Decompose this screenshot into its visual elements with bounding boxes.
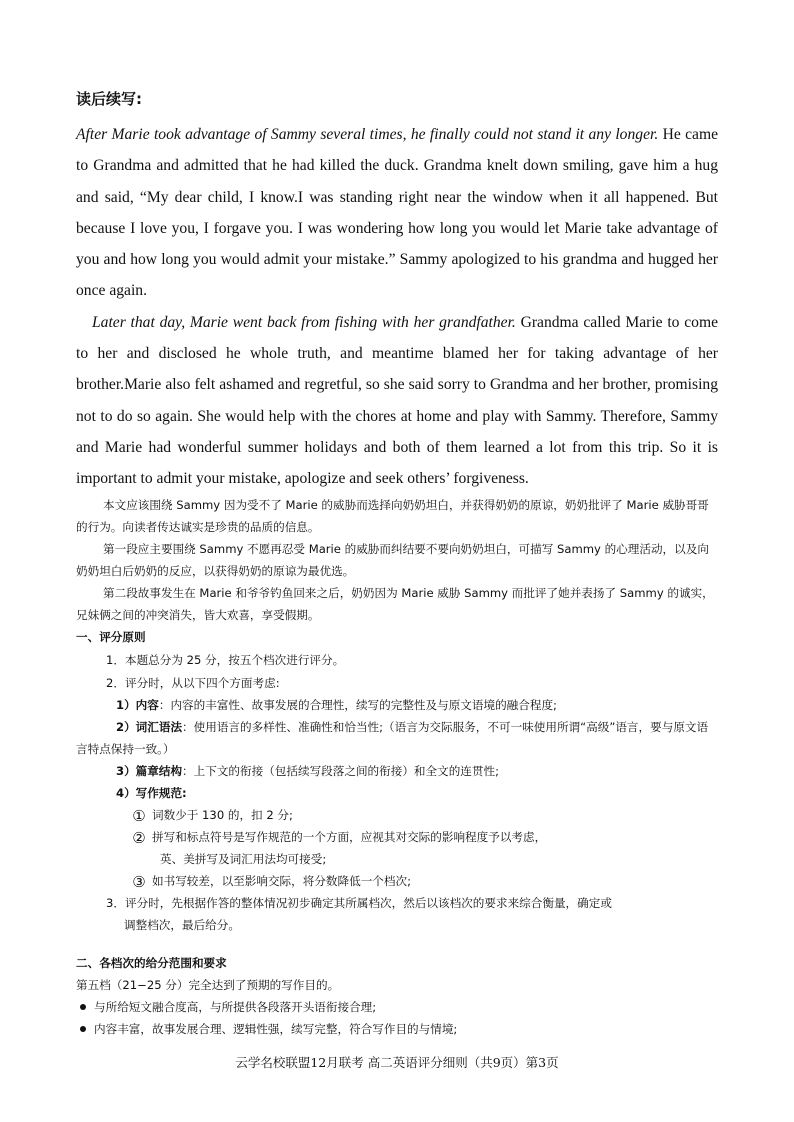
essay-p1-opening: After Marie took advantage of Sammy several times, he finally could not stand it any longer. bbox=[76, 126, 659, 143]
criterion-structure-text: ：上下文的衔接（包括续写段落之间的衔接）和全文的连贯性; bbox=[182, 764, 499, 778]
level-5-bullet-2 bbox=[76, 1018, 457, 1040]
norm-2-cont: 英、美拼写及词汇用法均可接受; bbox=[160, 852, 327, 866]
rule-item-3-cont: 调整档次，最后给分。 bbox=[124, 918, 240, 932]
criterion-norms bbox=[116, 782, 187, 804]
rule-item-2: 2．评分时，从以下四个方面考虑: bbox=[106, 676, 280, 690]
criterion-norms-colon: : bbox=[182, 786, 187, 800]
criterion-norms-label: 4）写作规范 bbox=[116, 786, 183, 800]
page-footer: 云学名校联盟12月联考 高二英语评分细则（共9页）第3页 bbox=[235, 1055, 559, 1070]
note-2: 第一段应主要围绕 Sammy 不愿再忍受 Marie 的威胁而纠结要不要向奶奶坦白，可描写 Sammy 的心理活动，以及向奶奶坦白后奶奶的反应，以获得奶奶的原谅为最优选。 bbox=[76, 542, 709, 578]
section2-heading: 二、各档次的给分范围和要求 bbox=[76, 956, 227, 970]
criterion-vocab-text: ：使用语言的多样性、准确性和恰当性;（语言为交际服务，不可一味使用所谓“高级”语言，要与原文语言特点保持一致。） bbox=[76, 720, 709, 756]
rule-item-1: 1．本题总分为 25 分，按五个档次进行评分。 bbox=[106, 653, 345, 667]
level-5-bullet-1 bbox=[76, 996, 376, 1018]
criterion-vocab bbox=[76, 716, 718, 760]
essay-p2-body: Grandma called Marie to come to her and disclosed he whole truth, and meantime blamed her for taking advantage of her brother.Marie also felt ashamed and regretful, so she said sorry to Grandma and her brother, promising not to do so again. She would help with the chores at home and play with Sammy. Therefore, Sammy and Marie had wonderful summer holidays and both of them learned a lot from this trip. So it is important to admit your mistake, apologize and seek others’ forgiveness. bbox=[76, 313, 718, 488]
essay-paragraph-1 bbox=[76, 119, 718, 307]
norm-3 bbox=[132, 870, 411, 892]
rule-item-3: 3．评分时，先根据作答的整体情况初步确定其所属档次，然后以该档次的要求来综合衡量，确定或 bbox=[106, 896, 612, 910]
criterion-structure-label: 3）篇章结构 bbox=[116, 764, 183, 778]
circled-number-3: ③ bbox=[132, 872, 146, 891]
note-1: 本文应该围绕 Sammy 因为受不了 Marie 的威胁而选择向奶奶坦白，并获得奶奶的原谅，奶奶批评了 Marie 威胁哥哥的行为。向读者传达诚实是珍贵的品质的信息。 bbox=[76, 498, 709, 534]
section-title: 读后续写: bbox=[76, 90, 142, 108]
section1-heading: 一、评分原则 bbox=[76, 630, 146, 644]
level-5-desc: 第五档（21−25 分）完全达到了预期的写作目的。 bbox=[76, 978, 340, 992]
criterion-structure bbox=[116, 760, 499, 782]
essay-p1-body: He came to Grandma and admitted that he had killed the duck. Grandma knelt down smiling, gave him a hug and said, “My dear child, I know.I was standing right near the window when it all happened. But because I love you, I forgave you. I was wondering how long you would let Marie take advantage of you and how long you would admit your mistake.” Sammy apologized to his grandma and hugged her once again. bbox=[76, 126, 718, 300]
level-5-bullet-2-text: 内容丰富，故事发展合理、逻辑性强，续写完整，符合写作目的与情境; bbox=[94, 1022, 458, 1036]
bullet-icon bbox=[80, 1004, 86, 1010]
note-3: 第二段故事发生在 Marie 和爷爷钓鱼回来之后，奶奶因为 Marie 威胁 Sammy 而批评了她并表扬了 Sammy 的诚实，兄妹俩之间的冲突消失，皆大欢喜，享受假期。 bbox=[76, 586, 714, 622]
criterion-content-label: 1）内容 bbox=[116, 698, 159, 712]
norm-2 bbox=[132, 826, 546, 848]
sample-essay bbox=[76, 119, 718, 495]
level-5-bullet-1-text: 与所给短文融合度高，与所提供各段落开头语衔接合理; bbox=[94, 1000, 377, 1014]
criterion-content bbox=[116, 694, 557, 716]
criterion-vocab-label: 2）词汇语法 bbox=[116, 720, 183, 734]
essay-paragraph-2 bbox=[76, 307, 718, 495]
norm-3-text: 如书写较差，以至影响交际，将分数降低一个档次; bbox=[152, 874, 411, 888]
essay-p2-opening: Later that day, Marie went back from fishing with her grandfather. bbox=[92, 313, 516, 331]
circled-number-1: ① bbox=[132, 806, 146, 825]
bullet-icon bbox=[80, 1026, 86, 1032]
norm-1-text: 词数少于 130 的，扣 2 分; bbox=[152, 808, 293, 822]
criterion-content-text: ：内容的丰富性、故事发展的合理性，续写的完整性及与原文语境的融合程度; bbox=[158, 698, 557, 712]
norm-1 bbox=[132, 804, 293, 826]
circled-number-2: ② bbox=[132, 828, 146, 847]
norm-2-text: 拼写和标点符号是写作规范的一个方面，应视其对交际的影响程度予以考虑， bbox=[152, 830, 547, 844]
